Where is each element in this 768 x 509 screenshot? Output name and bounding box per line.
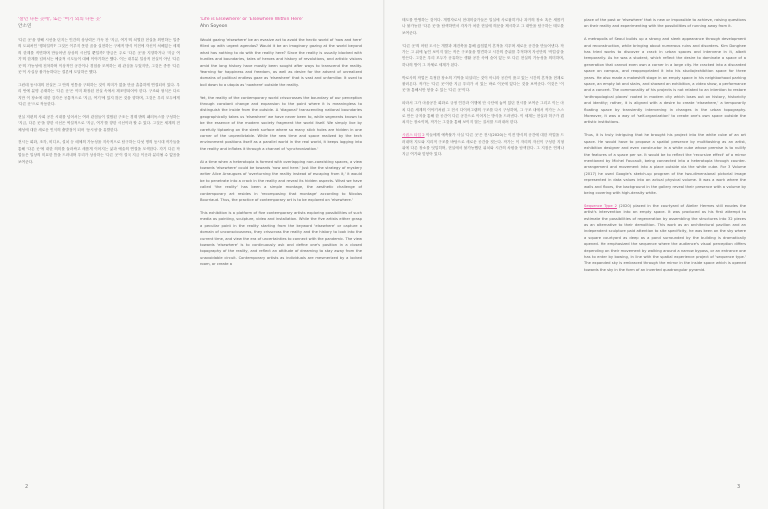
left-english-column (200, 17, 362, 477)
korean-sequence-type-link[interactable]: 시퀀스 타입 2 (402, 133, 425, 138)
korean-paragraph: '다른 곳'의 어떤 도시는 개발과 재건축을 통해 끊임없이 흔적을 지우며 새로운 공간을 만들어낸다. 작가는 그 위에 놓인 보이지 않는 작은 구조물을 발견하고 시간의 층위를 추적하며 자신만의 '작업실'을 만든다. 그것은 우리 모두가 공유하는 생활 공간 속에 숨어 있는 또 다른 현실의 가능성을 의미하며, 하나의 방이 그 자체로 세계가 된다. (402, 43, 564, 67)
english-paragraph: A metropolis of Seoul builds up a strong and sleek appearance through development and reconstruction, while bringing about numerous ruins and disorders. Kim Donghee has tried works to discover a crack in urban spaces and intervene in it, albeit temporarily. As he was a student, which reflect the desire to dominate a space of a generation that cannot even own a corner in a large city. He cracked into a discarded space on campus, and reappropriated it into his studio/exhibition space for three years. He also made a makeshift stage in an empty space in his neighborhood parking space, an empty lot and stairs, and showed an exhibition, a video show, a performance and a concert. The commonality of his projects is not related to an intention to restore 'anthropological places' rooted in modern city which loses out on history, historicity and identity; rather, it is aligned with a desire to create 'elsewhere,' a temporarily floating space by transiently intervening in changes in the urban topography. Moreover, it was a way of 'self-organization' to create one's own space outside the artistic institutions. (584, 37, 746, 125)
right-korean-column (402, 17, 564, 477)
korean-title: '살던 다른 곳에', 또는 '여기 외의 다른 곳' (18, 17, 102, 22)
english-paragraph: This exhibition is a platform of five contemporary artists exploring possibilities of such media as painting, sculpture, video and installation. While the five artists either grasp a peculiar point in the reality starting from the keyword 'elsewhere' or capture a domain of unconsciousness, they crisscross the reality and the history to look into the current time, and view the era of uncertainties to connect with the pandemic. The view towards 'elsewhere' is to continuously ask and define one's position in a closed topography of the reality, and reflect an attitude of dreaming to stay away from the unavoidable circuit. Contemporary artists as individuals are mesmerized by a locked room, or create a (200, 210, 362, 267)
english-author: Ahn Soyeon (200, 23, 228, 29)
page-number-left: 2 (25, 484, 29, 490)
page-number-right: 3 (737, 484, 741, 490)
korean-paragraph: 현실 저편의 사회 공간 시대를 넘어서는 여러 관점들이 결합된 구조는 경계 밖의 패러독스를 구성하는 '지금, 다른 곳'을 향한 시선은 역설적으로 '지금, 여기'를 향한 시선이라 할 수 있다. 그것은 세계의 전체성에 대한 새로운 인식의 출발점이 되어 '동시성'을 유발한다. (18, 114, 180, 132)
english-paragraph (584, 203, 746, 273)
english-paragraph: Thus, it is truly intriguing that he brought his project into the white cube of an art space. He would have to propose a spatial presence by multitasking as an artist, exhibition designer and even constructor in a white cube whose premise is to nullify the features of a space per se. It would be to reflect the 'recursive effect' of a mirror mentioned by Michel Foucault, being connected into a heterotopia through counter-arrangement and movement into a place outside via the white cube. For 3 Volume (2017) he used Google's sketch-up program of the two-dimensional pictorial image represented in data values into an actual physical volume. It was a work where the walls and floors, the background in the gallery reveal their presence with a volume by being covering with high-density white. (584, 133, 746, 195)
korean-paragraph-text: 이들에게 예측불가 사실 '다른 곳'은 전시(2020)는 이전 방식의 공간에 대한 작업을 드러내며 지도와 지리적 구조를 바탕으로 새로운 공간을 짓는다. 작가는 이 자리의 자신이 구성한 지형 위에 다른 장소를 덧입히며, 현실에서 불가능했던 위치와 시간의 차원을 탐색한다. 그 지점은 언제나 지금 여기와 맞닿아 있다. (402, 133, 564, 157)
korean-paragraph: 전시는 회화, 조각, 비디오, 설치 등 매체의 가능성을 지속적으로 탐구하는 다섯 명의 동시대 작가들을 통해 '다른 곳'에 대한 의미를 둘러싸고 새롭게 이어지는 삶과 예술의 연결을 모색한다. 각기 다른 작업들은 일상의 미묘한 틈을 드러내며 우리가 상상하는 '다른 곳'이 결국 지금 이곳과 분리될 수 없음을 보여준다. (18, 140, 180, 164)
korean-author: 안소연 (18, 23, 32, 29)
english-paragraph: Would gazing 'elsewhere' be an evasive act to avoid the hectic world of 'now and here' filled up with urgent agendas? Would it be an imaginary gazing at the world beyond what has nothing to do with the reality here? Since the reality is usually blocked with hurdles and boundaries, tales of heroes and history of revolutions, and artistic visions amid the long history have mostly been sought after ways to transcend the reality. Yearning for happiness and freedom, as well as desire for the advent of unrealized domains of political endless gaze as 'elsewhere' that is vast and unfamiliar. It used to boil down to a utopia as 'nowhere' outside the reality. (200, 37, 362, 87)
page-gutter (383, 0, 385, 509)
korean-paragraph: 그런데 동시대의 현실은 그 안의 빈틈을 구획하는 것이 의미가 없을 만큼 촘촘하게 연결되어 있다. 우리 안에 분명 존재하는 '다른 곳'은 이미 확장된 현실 속에서 재조명되어야 한다. 구조와 형식은 다르지만 이 장소에 대한 감각은 공통적으로 '지금, 여기'에 있지 않은 것을 향하며, 그것은 우리 모두에게 '다른 곳'으로 작동한다. (18, 82, 180, 107)
korean-paragraph: '다른 곳'을 향해 시선을 던지는 인간의 상상력은 가득 찬 '지금, 여기'의 치열한 현실을 외면하는 일종의 도피처인 '행복일까?' 그것은 이루지 못한 꿈을 실현하는 구체적 방식 이전에 자신이 처해있는 세계의 한계를 직면하며 만들어낸 상상의 시선일 뿐일까? 방금은 주로 '다른 곳'을 지향하거나 '지금 여기'의 한계를 넘어서는 예술적 시도들이 대해 이야기하곤 했다. 이는 대부분 일상적 현실이 아닌 '다른 곳'의 가능성에 천착하며 이상적인 공간이나 경험을 모색하는 데 관심을 두었지만, 그것은 종종 '다른 곳'이 사실상 불가능하다는 결론에 도달하곤 했다. (18, 37, 180, 75)
sequence-type-link[interactable]: Sequence Type 2 (584, 203, 617, 208)
english-paragraph: place of the past or 'elsewhere' that is new or impossible to achieve, raising questions on their reality and experimenting with the possibilities of running away from it. (584, 18, 746, 29)
korean-paragraph: 파라서 그가 마을공간 회화로 규정 인간과 이행에 단 극단에 놓여 있던 전시를 보여준 그리고 이는 마치 다른 세계의 이야기처럼 그 전시 다이어그램의 구조를 다시 구성하며, 그 구조 내에서 작가는 스스로 만든 규칙을 통해 한 공간이 다른 공간으로 이어지는 방식을 드러낸다. 이 세계는 현실과 허구가 겹쳐지는 장소이며, 작가는 그것을 통해 보이지 않는 질서를 드러내려 한다. (402, 101, 564, 125)
english-title: 'Life is Elsewhere' or 'Elsewhere Within Here' (200, 17, 303, 22)
english-paragraph: Yet, the reality of the contemporary world crisscrosses the boundary of our perception through constant change and expansion to the point where it is meaningless to distinguish the inside from the outside. A 'diagonal' transcending national boundaries geographically takes us 'elsewhere' we have never been to, while segments known to be the essence of the modern society fragment the world itself. We simply live by carefully tiptoeing on the sleek surface where so many stick holes are hidden in one corner of the unpredictable. While the new time and space realized by the tech environment positions itself as a parallel world in the real world, it keeps logging into the reality and inflates it through a channel of 'synchronization.' (200, 95, 362, 151)
english-paragraph: At a time when a heterotopia is formed with overlapping non-coexisting spaces, a view towards 'elsewhere' could be towards 'now and here.' Just like the strategy of mystery writer Alice Arraugues of 'overturning the reality instead of escaping from it,' it would be to penetrate into a crack in the reality and reveal its hidden aspects. What we have called 'the reality' has been a simple montage, the aesthetic challenge of contemporary art resides in 'recomposing that montage' according to Nicolas Bourriaud. Thus, the practice of contemporary art is to be explored on 'elsewhere.' (200, 159, 362, 203)
english-paragraph-text: (2020) placed in the courtyard of Atelier Hermes still exudes the artist's intervention into an empty space. It was produced as his first attempt to estimate the possibilities of regeneration by assembling the structures into 32 pieces as an alternative to their demolition. This work as an architectural pavilion and an independent sculpture paid attention to site specificity, he was keen on the sky where a square courtyard as deep as a pond surrounded by the building is dramatically opened. He emphasized the sequence where the audience's visual perception differs depending on their movement by walking around a narrow bypass, or an entrance one has to enter by bowing, in line with the spatial experience project of 'sequence type.' The expanded sky is embraced through the mirror in the inside space which is opened towards the sky in the form of an inverted quadrangular pyramid. (584, 203, 746, 272)
korean-paragraph (402, 132, 564, 158)
korean-paragraph: 태도를 반영하는 것이다. 개별자로서 현대미술가들은 밀실에 사로잡히거나 과거의 장소 혹은 새롭거나 불가능한 '다른 곳'을 탐색하면서 각자가 처한 현실에 의문을 제시하고 그 대안을 탐구하는 태도를 보여준다. (402, 18, 564, 35)
left-korean-column (18, 17, 180, 477)
right-english-column (584, 17, 746, 477)
korean-paragraph: 박로사의 작업은 특정한 장소의 기억을 되살리는 것이 아니라 공간이 품고 있는 시간의 흔적을 현재로 불러온다. 작가는 '다른 곳'이란 지금 우리가 서 있는 바로 이곳에 있다는 것을 보여준다. 이것은 '이곳'을 통해서만 닿을 수 있는 '다른 곳'이다. (402, 75, 564, 93)
